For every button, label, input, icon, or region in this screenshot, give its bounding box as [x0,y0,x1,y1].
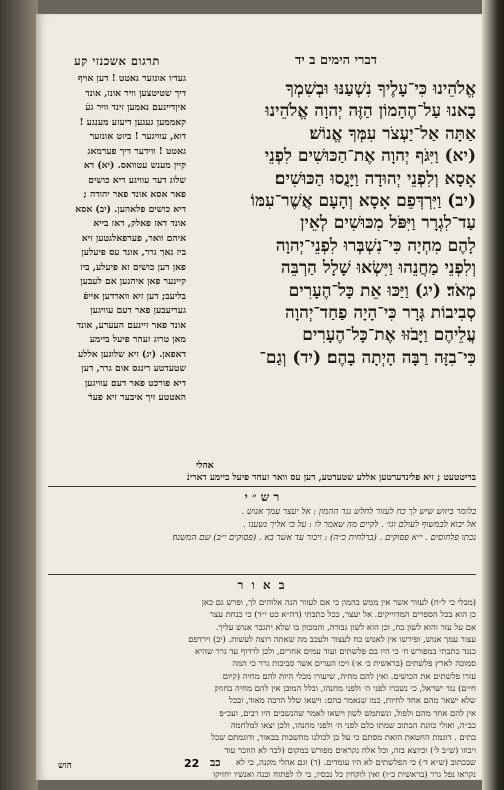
targum-line: קיין מענש עטוואס. (יא) דא [83,160,186,171]
running-head: דברי הימים ב יד [295,53,377,68]
targum-line: מאן טרוג זעהר פיעל ביימע [89,334,186,345]
main-text-line: מְאֹד׃ (יג) וַיַּכּוּ אֵת כָּל־הֶעָרִים [288,280,476,301]
targum-text [48,72,186,406]
footer-catchword: הוש [58,761,72,771]
main-text [196,78,476,369]
targum-line: דיא כושים פלאהען. (יב) אסא [75,203,186,215]
main-text-column [196,54,476,458]
biur-line: סמוכה לארץ פלשתים (בראשית כ׳ א׳) ויכו הערים אשר סביבות גרר כי המה [232,658,476,669]
targum-line: שטעדטע רינגס אום גרר, דען [81,363,186,374]
targum-line: דיך שטיטצען וויר אונז, אונד [85,87,186,99]
rashi-line: אל יבוא לבמשוף לעולם וגו׳ . לקיים מה שאמר לו : על כי אליך נשענו . [242,520,476,530]
biur-text [48,596,476,780]
rashi-text [48,506,476,545]
targum-line: איהם וואר, פערפאלגטען זיא [81,232,186,244]
targum-line: דוא, עוויגער ! ביזט אונזער [89,131,186,142]
biur-line: כנגד כתבתי במפורש ח׳ כי היו בם פלשתים ועוד עמים אחרים, ולכן לרדוף עד גרר שהיא [195,646,476,657]
targum-line: אונד דאז פאלק, דאז בייא [93,218,186,229]
targum-line: קאממען געגען דיעזע מענגע ! [79,116,186,128]
biur-line: עזרו פלשתים את הכושים. ואין להם מחיה, שיעורו מכלי היות להם מחיה (קיום [222,670,476,681]
targum-line: איןדיינעם נאמען זינד וויר געֿ [85,102,186,113]
biur-line: חיים) נגד ישראל, כי נשברו לפני ה׳ ולפני מחנהו, ובלל המובן אין להם מחיה בחוזק [214,683,476,694]
main-catchword: אהלי [196,461,214,471]
targum-continuation: בריטטעט ; זיא פלינדערטען אללע שטעדטע, דען עס וואר זעהר פיעל ביימע דארינֿ [186,473,476,483]
main-text-line: לָהֶם מִחְיָה כִּי־נִשְׁבְּרוּ לִפְנֵי־יְהוָה [275,235,476,256]
biur-line: שלא ישאר מהם אחד לחיות, כמו שנאמר בהם: וישאו שלל הרבה מאוד, ובכל [229,695,476,706]
biur-line: כן הוא בכל הספרים המדוייקים. אל יעצר, ככל כתבתי (דה״א כט י״ד) כי כנחת עצר [209,609,476,620]
targum-line: גאטט ! ווידער דיך פערמאג [87,145,186,157]
rashi-line: נכתו פלחוסים . י״א פסוקים . (ברלחית כ״ה) : ויבור עד אשר בא . (פסוקים י״ב) שם המשנה׃ [172,533,476,543]
targum-line: פאן דען כושים זא פיעלע, ביז [80,261,186,273]
main-text-line: עַד־לִגְרָר וַיִּפֹּל מִכּוּשִׁים לְאֵין [300,213,476,234]
main-text-line: אָסָא וְלִפְנֵי יְהוּדָה וַיָּנֻסוּ הַכּוּשִׁים׃ [274,168,476,189]
biur-header: ב א ו ר [237,578,287,592]
biur-line: אם על עזר והוא לשון כח, וכן הוא לשון גבורה, והמכוון בו שלא יתגבר אנוש עליך. [215,621,476,632]
biur-line: עצור עמך אנוש, ופירשו אין לאנוש כח לעצור ולעכב מה שאתה רוצה לעשות. (יב) וירדפם [188,633,476,644]
page-number: 22 [184,757,200,770]
main-text-line: בָאנוּ עַל־הֶהָמוֹן הַזֶּה יְהוָה אֱלֹהֵינוּ [265,101,476,122]
rashi-line: בלומר ביזוש שיש לך כח לעזור לחלש נגד ההמון : אל יעצר עמך אנוש . [241,507,476,517]
main-text-line: סְבִיבוֹת גְּרָר כִּי־הָיָה פַחַד־יְהוָה [285,303,476,324]
targum-line: קיינער פאן איהנען אם לעבען [80,276,186,287]
main-text-line: עֲלֵיהֶם וַיָּבֹזּוּ אֶת־כָּל־הֶעָרִים [302,325,476,346]
page-edge [482,0,504,790]
targum-line: דאפאן. (יג) זיא שלוגען אללע [78,348,186,360]
targum-line: האטטע זיך איבער זיא פערֿ [88,392,186,403]
biur-line: ויבוזו (ש״ב ל׳) וכיוצא בזה, וכל אלה נקראים מפורש במקום (לבד לא הוזכר עוד [224,744,476,755]
rashi-header: ר ש ״ י [244,490,280,504]
targum-line: געריעבען פאר דעם עוויגען [90,305,186,316]
targum-line: דיא פורכט פאר דעם עוויגען [84,377,186,389]
main-text-line: (יב) וַיִּרְדְּפֵם אָסָא וְהָעָם אֲשֶׁר־עִמּוֹ [250,191,476,212]
targum-line: געד׳ו אונזער גאטט ! דען אויף [77,73,186,84]
biur-line: (מבלי כי ל״ח) לעזור אשר אין ממש בהמון כי אם לעזור הנה אלוהים לך, ופרש גם כאן [201,597,476,607]
main-text-line: אֱלֹהֵינוּ כִּי־עָלֶיךָ נִשְׁעַנּוּ וּבְשִׁמְךָ [285,79,476,99]
main-text-line: אַתָּה אַל־יַעְצֹר עִמְּךָ אֱנוֹשׁ׃ [309,123,476,144]
biur-line: אין להם אחד מהם ולפול, ונשתמש לשון וישאו לאמר שהנשבים היו רבים, ועכ״פ [219,707,476,718]
main-text-line: וְלִפְנֵי מַחֲנֵהוּ וַיִּשְׂאוּ שָׁלָל הַרְבֵּה [280,258,476,279]
targum-line: פאר אסא אונד פאר יהודה ; [83,189,186,200]
signature-mark: כב [210,756,221,769]
targum-line: ביז נאך גרר, אונד עס פיעלען [81,247,186,258]
rule-biur-top [48,574,476,575]
targum-line: בליעב; דען זיא ווארדען אייפֿ [83,290,186,302]
targum-column [48,54,186,462]
rule-rashi-top [48,486,476,487]
biur-line: בתים . דוגמת החטאת הזאת מסתם כי על כן לכולנו מחשבות בבאור, ודוגמתם שכל [211,732,476,743]
targum-line: אונד פאר זיינעם העערע, אונד [76,319,186,331]
targum-header: תרגום אשכנזי קע [74,54,160,68]
main-text-line: כִּי־בִזָּה רַבָּה הָיְתָה בָהֶם׃ (יד) וְגַם־ [259,347,476,368]
biur-line: נקראו נפל גרר (בראשית כ״ו) ואין לוקחין כל נכסיו, בי לו לפתוח ובנה ואנשיו יחזיקו [212,769,476,780]
main-text-line: (יא) וַיִּגֹּף יְהוָה אֶת־הַכּוּשִׁים לִפְנֵי [264,146,476,167]
book-spine [0,0,38,790]
biur-line: כב״ה, ואולי כוונת הכתוב שמתו כלם לפני ה׳ ולפני מחנהו, ולכן יצאו למלחמה [230,719,476,730]
targum-line: שלוג דער עוויגע דיא כושים [88,174,186,186]
biur-line: שבכתוב (ש״א ד׳) כי הפלשתים לא היו עומדים. (ד) וגם אהלי מקנה, כי לא [235,756,476,767]
